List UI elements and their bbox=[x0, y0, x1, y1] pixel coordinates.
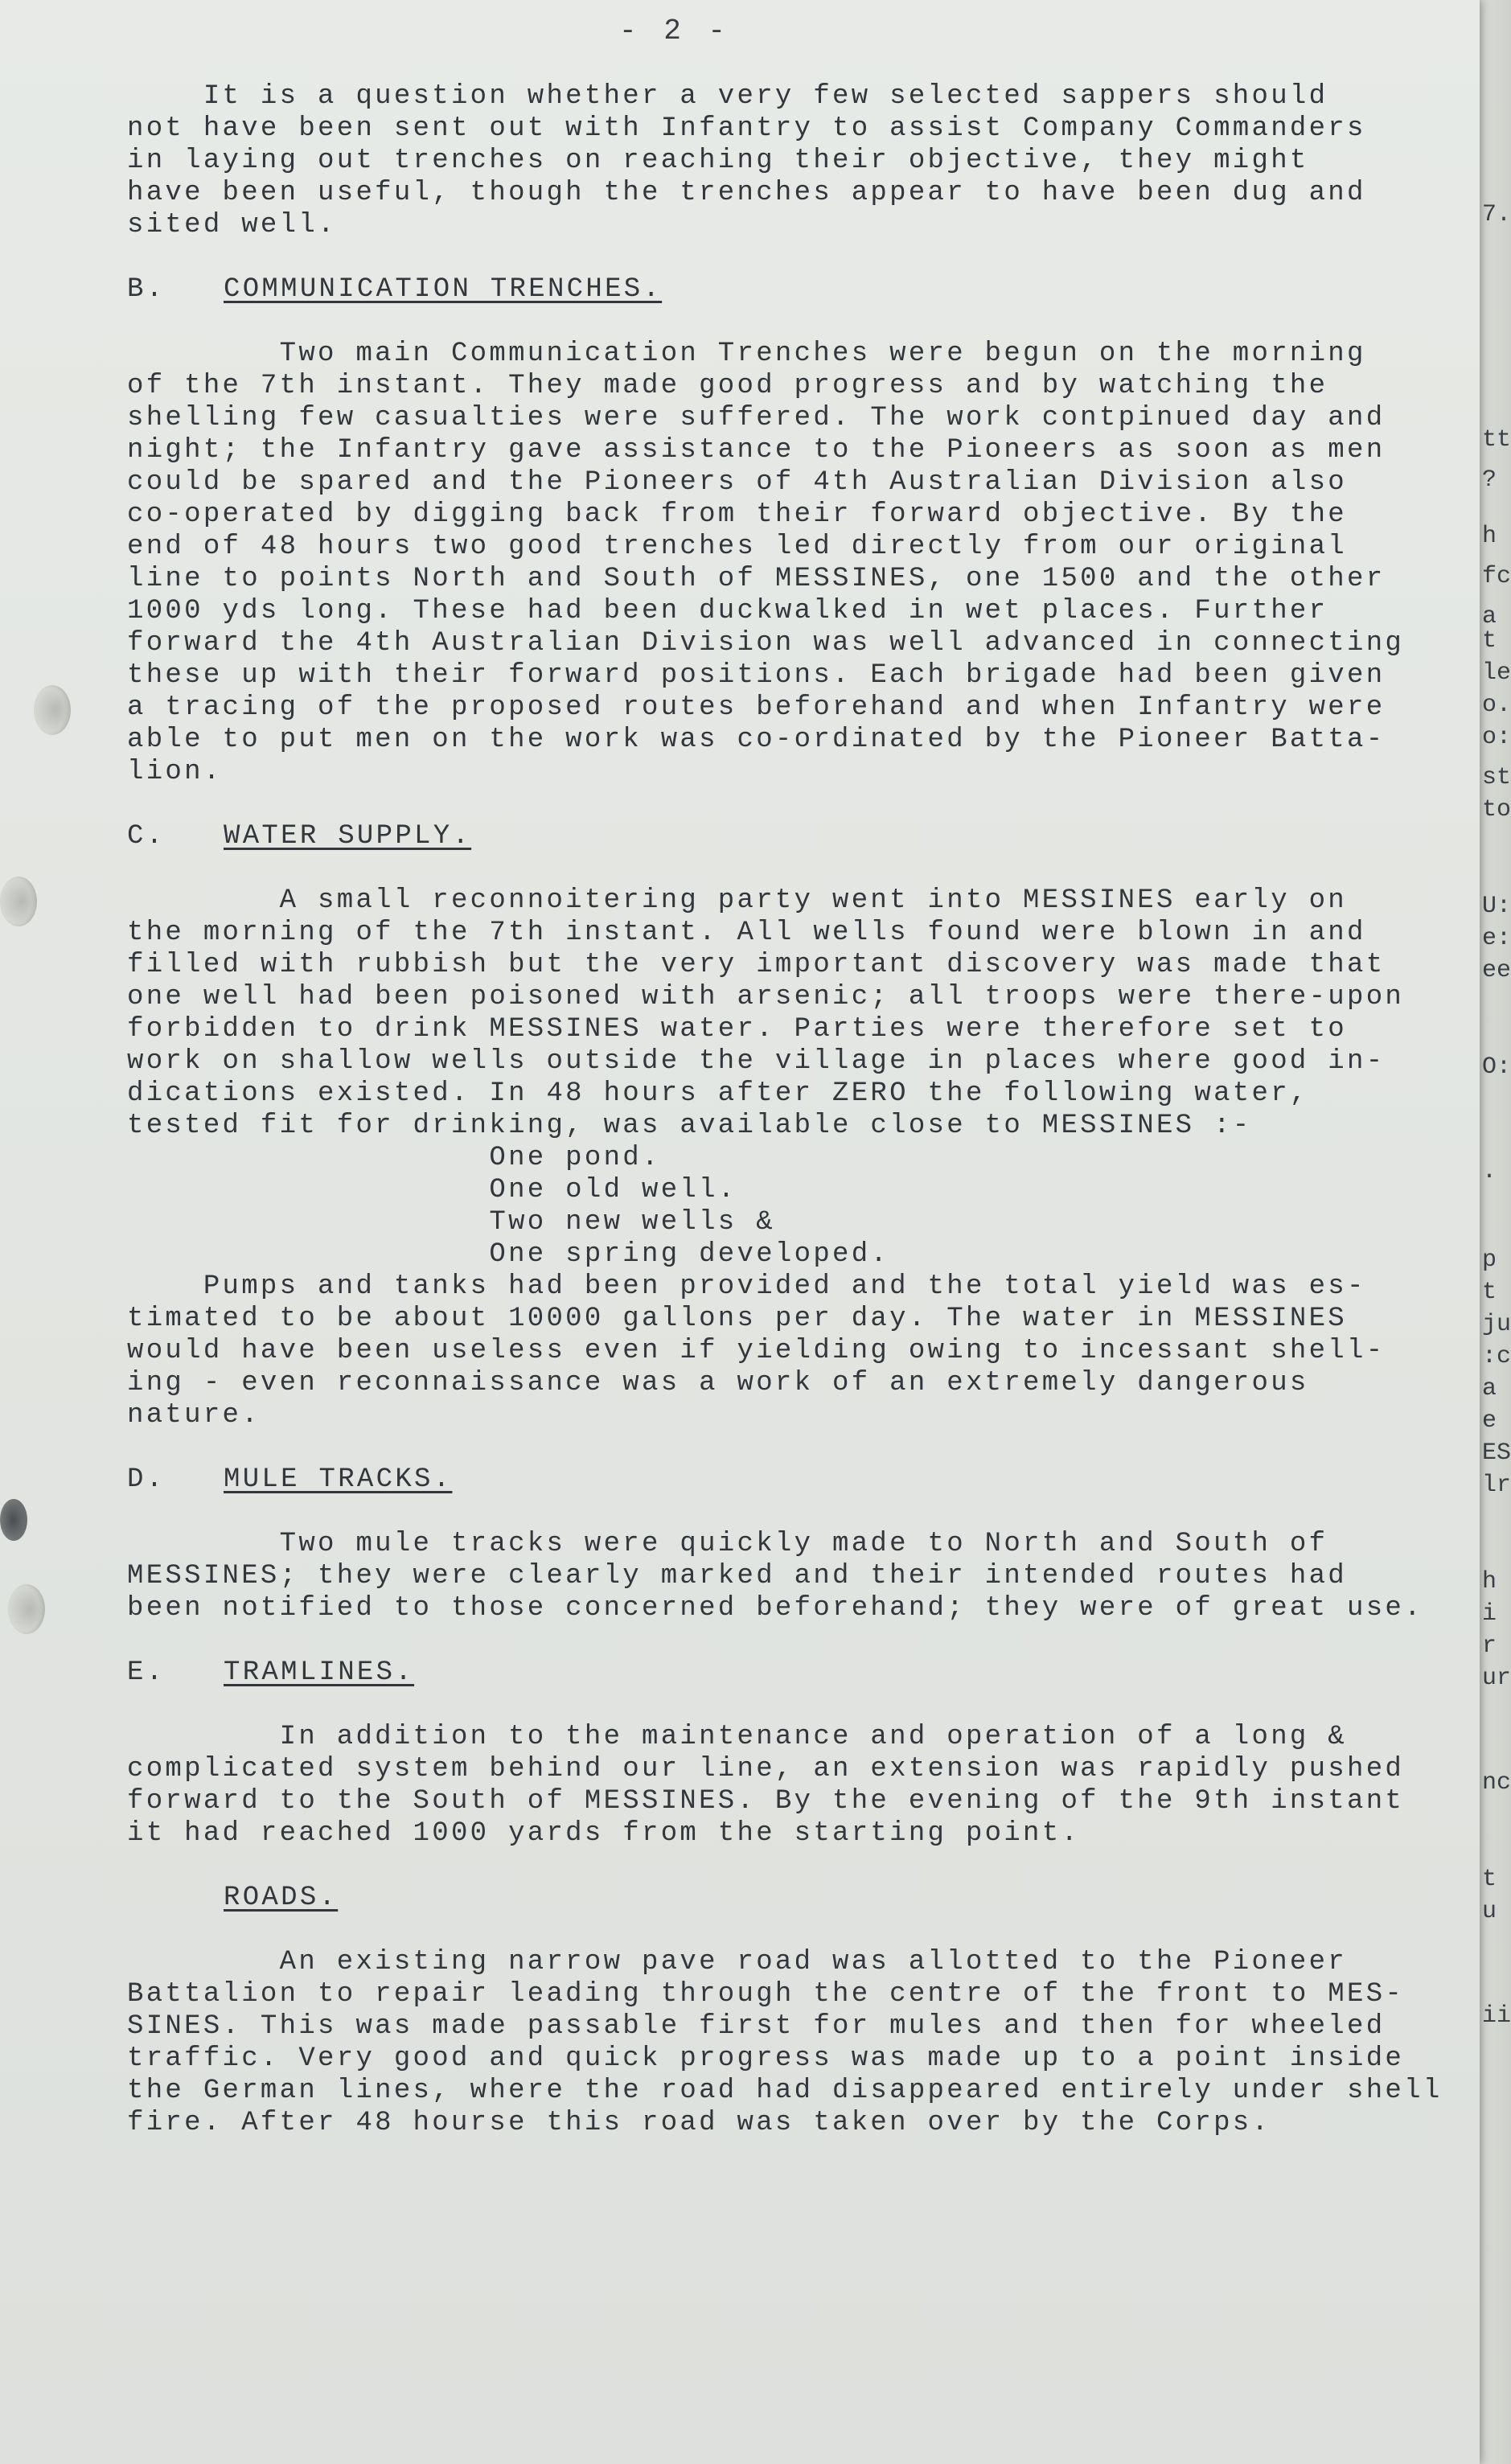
edge-fragment: le bbox=[1482, 659, 1511, 687]
body-line: line to points North and South of MESSINES, one 1500 and the other bbox=[127, 564, 1386, 594]
section-letter: E. bbox=[127, 1657, 166, 1688]
body-line: A small reconnoitering party went into MESSINES early on bbox=[127, 885, 1348, 916]
body-line: forbidden to drink MESSINES water. Parties were therefore set to bbox=[127, 1014, 1348, 1045]
section-title: WATER SUPPLY. bbox=[224, 821, 472, 852]
section-heading bbox=[127, 273, 1446, 306]
edge-fragment: O: bbox=[1482, 1053, 1511, 1081]
edge-fragment: ? bbox=[1482, 466, 1497, 494]
edge-fragment: e bbox=[1482, 1407, 1497, 1435]
section-body bbox=[127, 338, 1446, 788]
edge-fragment: :c bbox=[1482, 1343, 1511, 1370]
edge-fragment: o. bbox=[1482, 692, 1511, 719]
edge-fragment: t bbox=[1482, 1866, 1497, 1893]
body-line: the morning of the 7th instant. All wells found were blown in and bbox=[127, 918, 1366, 948]
intro-line: sited well. bbox=[127, 210, 337, 240]
section-mule-tracks bbox=[127, 1464, 1446, 1624]
section-body bbox=[127, 1528, 1446, 1624]
edge-fragment: o: bbox=[1482, 724, 1511, 751]
section-title: ROADS. bbox=[224, 1883, 339, 1913]
section-body bbox=[127, 1946, 1446, 2139]
edge-fragment: ii bbox=[1482, 2002, 1511, 2030]
body-line: end of 48 hours two good trenches led directly from our original bbox=[127, 532, 1348, 562]
section-heading bbox=[127, 1464, 1446, 1496]
section-letter: D. bbox=[127, 1464, 166, 1495]
body-line: Two mule tracks were quickly made to North and South of bbox=[127, 1529, 1328, 1559]
edge-fragment: h bbox=[1482, 523, 1497, 550]
body-line: of the 7th instant. They made good progress and by watching the bbox=[127, 371, 1328, 401]
list-item: Two new wells & bbox=[127, 1207, 775, 1238]
section-body bbox=[127, 885, 1446, 1431]
edge-fragment: t bbox=[1482, 627, 1497, 655]
body-line: would have been useless even if yielding owing to incessant shell- bbox=[127, 1336, 1386, 1366]
body-line: Two main Communication Trenches were begun on the morning bbox=[127, 339, 1366, 369]
body-line: nature. bbox=[127, 1400, 261, 1431]
edge-fragment: lr bbox=[1482, 1472, 1511, 1499]
edge-fragment: tt bbox=[1482, 426, 1511, 454]
edge-fragment: ES bbox=[1482, 1439, 1511, 1467]
intro-line: have been useful, though the trenches appear to have been dug and bbox=[127, 178, 1366, 208]
edge-fragment: nc bbox=[1482, 1769, 1511, 1797]
section-heading bbox=[127, 1657, 1446, 1689]
section-water-supply bbox=[127, 820, 1446, 1431]
edge-fragment: U: bbox=[1482, 893, 1511, 920]
body-line: could be spared and the Pioneers of 4th Australian Division also bbox=[127, 467, 1348, 498]
intro-paragraph bbox=[127, 80, 1446, 241]
document-body bbox=[127, 14, 1446, 2139]
edge-fragment: a bbox=[1482, 603, 1497, 630]
body-line: able to put men on the work was co-ordinated by the Pioneer Batta- bbox=[127, 725, 1386, 755]
body-line: 1000 yds long. These had been duckwalked in wet places. Further bbox=[127, 596, 1328, 626]
list-item: One old well. bbox=[127, 1175, 737, 1205]
body-line: one well had been poisoned with arsenic; all troops were there-upon bbox=[127, 982, 1405, 1012]
body-line: ing - even reconnaissance was a work of an extremely dangerous bbox=[127, 1368, 1309, 1398]
body-line: forward to the South of MESSINES. By the evening of the 9th instant bbox=[127, 1786, 1405, 1817]
list-item: One spring developed. bbox=[127, 1239, 890, 1270]
body-line: Pumps and tanks had been provided and the total yield was es- bbox=[127, 1271, 1366, 1302]
body-line: the German lines, where the road had disappeared entirely under shell bbox=[127, 2076, 1443, 2106]
body-line: work on shallow wells outside the village in places where good in- bbox=[127, 1046, 1386, 1077]
body-line: fire. After 48 hourse this road was taken over by the Corps. bbox=[127, 2108, 1271, 2138]
body-line: MESSINES; they were clearly marked and their intended routes had bbox=[127, 1561, 1348, 1591]
body-line: complicated system behind our line, an extension was rapidly pushed bbox=[127, 1754, 1405, 1784]
punch-hole-dark bbox=[0, 1499, 27, 1541]
section-title: COMMUNICATION TRENCHES. bbox=[224, 274, 663, 305]
body-line: In addition to the maintenance and operation of a long & bbox=[127, 1722, 1348, 1752]
adjacent-page-edge-text bbox=[1482, 0, 1511, 2464]
page-number: - 2 - bbox=[619, 14, 731, 47]
edge-fragment: . bbox=[1482, 1158, 1497, 1185]
edge-fragment: to bbox=[1482, 796, 1511, 823]
punch-hole-top bbox=[34, 685, 71, 735]
body-line: these up with their forward positions. Each brigade had been given bbox=[127, 660, 1386, 691]
edge-fragment: 7. bbox=[1482, 201, 1511, 228]
body-line: been notified to those concerned beforehand; they were of great use. bbox=[127, 1593, 1423, 1624]
edge-fragment: ee bbox=[1482, 957, 1511, 984]
section-roads bbox=[127, 1882, 1446, 2139]
punch-hole-lower bbox=[8, 1584, 45, 1634]
list-item: One pond. bbox=[127, 1143, 661, 1173]
edge-fragment: e: bbox=[1482, 925, 1511, 952]
edge-fragment: r bbox=[1482, 1632, 1497, 1660]
intro-line: It is a question whether a very few selected sappers should bbox=[127, 81, 1328, 112]
body-line: lion. bbox=[127, 757, 223, 787]
edge-fragment: fc bbox=[1482, 563, 1511, 590]
body-line: filled with rubbish but the very important discovery was made that bbox=[127, 950, 1386, 980]
section-title: TRAMLINES. bbox=[224, 1657, 415, 1688]
edge-fragment: u bbox=[1482, 1898, 1497, 1925]
edge-fragment: p bbox=[1482, 1246, 1497, 1274]
body-line: timated to be about 10000 gallons per day. The water in MESSINES bbox=[127, 1304, 1348, 1334]
body-line: night; the Infantry gave assistance to the Pioneers as soon as men bbox=[127, 435, 1386, 466]
body-line: Battalion to repair leading through the centre of the front to MES- bbox=[127, 1979, 1405, 2010]
body-line: it had reached 1000 yards from the starting point. bbox=[127, 1818, 1081, 1849]
section-body bbox=[127, 1721, 1446, 1850]
edge-fragment: h bbox=[1482, 1568, 1497, 1595]
section-communication-trenches bbox=[127, 273, 1446, 788]
edge-fragment: t bbox=[1482, 1279, 1497, 1306]
body-line: forward the 4th Australian Division was well advanced in connecting bbox=[127, 628, 1405, 659]
section-letter: C. bbox=[127, 821, 166, 852]
punch-hole-middle bbox=[0, 877, 37, 926]
section-heading bbox=[127, 820, 1446, 852]
body-line: co-operated by digging back from their forward objective. By the bbox=[127, 499, 1348, 530]
intro-line: in laying out trenches on reaching their objective, they might bbox=[127, 146, 1309, 176]
section-heading bbox=[127, 1882, 1446, 1914]
body-line: SINES. This was made passable first for mules and then for wheeled bbox=[127, 2011, 1386, 2042]
edge-fragment: i bbox=[1482, 1600, 1497, 1628]
edge-fragment: st bbox=[1482, 764, 1511, 791]
body-line: tested fit for drinking, was available close to MESSINES :- bbox=[127, 1111, 1252, 1141]
edge-fragment: ur bbox=[1482, 1665, 1511, 1692]
section-title: MULE TRACKS. bbox=[224, 1464, 453, 1495]
body-line: dications existed. In 48 hours after ZERO the following water, bbox=[127, 1078, 1309, 1109]
body-line: An existing narrow pave road was allotted to the Pioneer bbox=[127, 1947, 1348, 1977]
body-line: shelling few casualties were suffered. The work contpinued day and bbox=[127, 403, 1386, 433]
intro-line: not have been sent out with Infantry to assist Company Commanders bbox=[127, 113, 1366, 144]
section-tramlines bbox=[127, 1657, 1446, 1850]
edge-fragment: a bbox=[1482, 1375, 1497, 1402]
body-line: a tracing of the proposed routes beforehand and when Infantry were bbox=[127, 692, 1386, 723]
body-line: traffic. Very good and quick progress was made up to a point inside bbox=[127, 2043, 1405, 2074]
section-letter: B. bbox=[127, 274, 166, 305]
edge-fragment: ju bbox=[1482, 1311, 1511, 1338]
